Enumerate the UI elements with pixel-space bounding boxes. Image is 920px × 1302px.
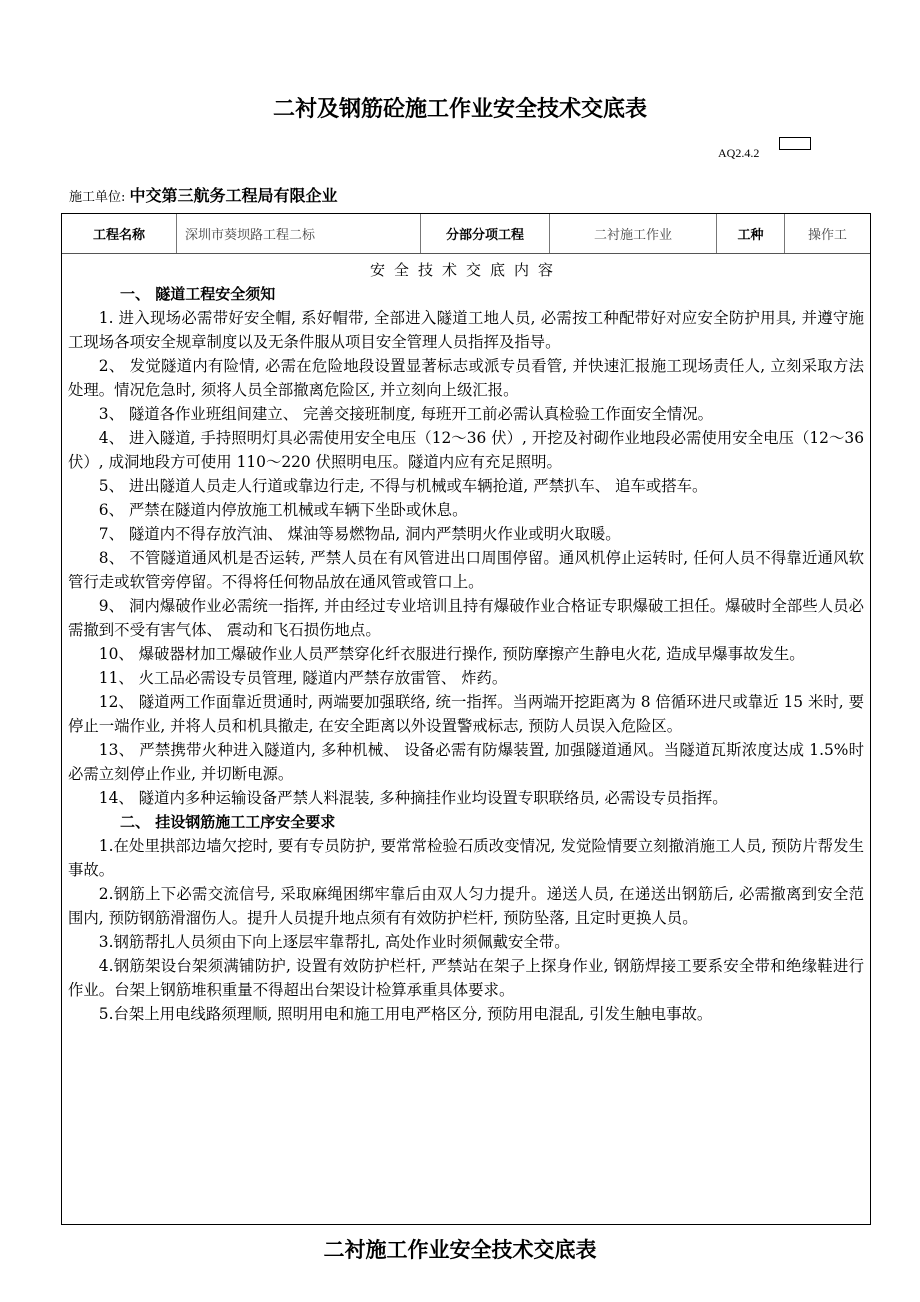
subproject-value: 二衬施工作业	[550, 214, 717, 253]
content-title: 安全技术交底内容	[369, 261, 562, 279]
rule-item: 10、 爆破器材加工爆破作业人员严禁穿化纤衣服进行操作, 预防摩擦产生静电火花, 造成早爆事故发生。	[98, 645, 805, 663]
rule-item: 3、 隧道各作业班组间建立、 完善交接班制度, 每班开工前必需认真检验工作面安全情况。	[98, 405, 714, 423]
project-label: 工程名称	[62, 214, 177, 253]
construction-unit	[69, 183, 338, 206]
rule-item: 8、 不管隧道通风机是否运转, 严禁人员在有风管进出口周围停留。通风机停止运转时, 任何人员不得靠近通风软管行走或软管旁停留。不得将任何物品放在通风管或管口上。	[68, 549, 864, 591]
rule-item: 11、 火工品必需设专员管理, 隧道内严禁存放雷管、 炸药。	[98, 669, 508, 687]
rule-item: 7、 隧道内不得存放汽油、 煤油等易燃物品, 洞内严禁明火作业或明火取暖。	[98, 525, 621, 543]
disclosure-table	[61, 213, 871, 1225]
rule-item: 1.在处里拱部边墙欠挖时, 要有专员防护, 要常常检验石质改变情况, 发觉险情要立刻撤消施工人员, 预防片帮发生事故。	[68, 837, 864, 879]
project-value: 深圳市葵坝路工程二标	[177, 214, 421, 253]
rule-item: 2、 发觉隧道内有险情, 必需在危险地段设置显著标志或派专员看管, 并快速汇报施工现场责任人, 立刻采取方法处理。情况危急时, 须将人员全部撤离危险区, 并立刻向上级汇报。	[68, 357, 864, 399]
rule-item: 6、 严禁在隧道内停放施工机械或车辆下坐卧或休息。	[98, 501, 468, 519]
rule-item: 4、 进入隧道, 手持照明灯具必需使用安全电压（12～36 伏）, 开挖及衬砌作业地段必需使用安全电压（12～36 伏）, 成洞地段方可使用 110～220 伏照明电压。隧道内应有充足照明。	[68, 429, 864, 471]
rule-item: 14、 隧道内多种运输设备严禁人料混装, 多种摘挂作业均设置专职联络员, 必需设专员指挥。	[98, 789, 728, 807]
rule-item: 1. 进入现场必需带好安全帽, 系好帽带, 全部进入隧道工地人员, 必需按工种配带好对应安全防护用具, 并遵守施工现场各项安全规章制度以及无条件服从项目安全管理人员指挥及指导。	[68, 309, 864, 351]
section-heading: 一、 隧道工程安全须知	[120, 285, 276, 303]
subproject-label: 分部分项工程	[421, 214, 550, 253]
form-code-box	[779, 137, 811, 150]
footer-title: 二衬施工作业安全技术交底表	[323, 1238, 597, 1262]
rule-item: 5.台架上用电线路须理顺, 照明用电和施工用电严格区分, 预防用电混乱, 引发生触电事故。	[98, 1005, 713, 1023]
content-body	[62, 254, 870, 1026]
trade-value: 操作工	[807, 228, 847, 243]
document-title: 二衬及钢筋砼施工作业安全技术交底表	[272, 97, 647, 122]
form-code: AQ2.4.2	[718, 146, 760, 160]
rule-item: 9、 洞内爆破作业必需统一指挥, 并由经过专业培训且持有爆破作业合格证专职爆破工担任。爆破时全部些人员必需撤到不受有害气体、 震动和飞石损伤地点。	[68, 597, 864, 639]
rule-item: 2.钢筋上下必需交流信号, 采取麻绳困绑牢靠后由双人匀力提升。递送人员, 在递送出钢筋后, 必需撤离到安全范围内, 预防钢筋滑溜伤人。提升人员提升地点须有有效防护栏杆, 预防坠落, 且定时更换人员。	[68, 885, 864, 927]
section-heading: 二、 挂设钢筋施工工序安全要求	[120, 813, 336, 831]
rule-item: 12、 隧道两工作面靠近贯通时, 两端要加强联络, 统一指挥。当两端开挖距离为 8 倍循环进尺或靠近 15 米时, 要停止一端作业, 并将人员和机具撤走, 在安全距离以外设置警戒标志, 预防人员误入危险区。	[68, 693, 864, 735]
rule-item: 4.钢筋架设台架须满铺防护, 设置有效防护栏杆, 严禁站在架子上探身作业, 钢筋焊接工要系安全带和绝缘鞋进行作业。台架上钢筋堆积重量不得超出台架设计检算承重具体要求。	[68, 957, 864, 999]
unit-name: 中交第三航务工程局有限企业	[129, 186, 338, 205]
header-row	[62, 214, 870, 254]
trade-label: 工种	[717, 214, 785, 253]
rule-item: 13、 严禁携带火种进入隧道内, 多种机械、 设备必需有防爆装置, 加强隧道通风。当隧道瓦斯浓度达成 1.5%时必需立刻停止作业, 并切断电源。	[68, 741, 864, 783]
rule-item: 3.钢筋帮扎人员须由下向上逐层牢靠帮扎, 高处作业时须佩戴安全带。	[98, 933, 570, 951]
unit-label: 施工单位:	[69, 190, 126, 205]
rule-item: 5、 进出隧道人员走人行道或靠边行走, 不得与机械或车辆抢道, 严禁扒车、 追车或搭车。	[98, 477, 708, 495]
